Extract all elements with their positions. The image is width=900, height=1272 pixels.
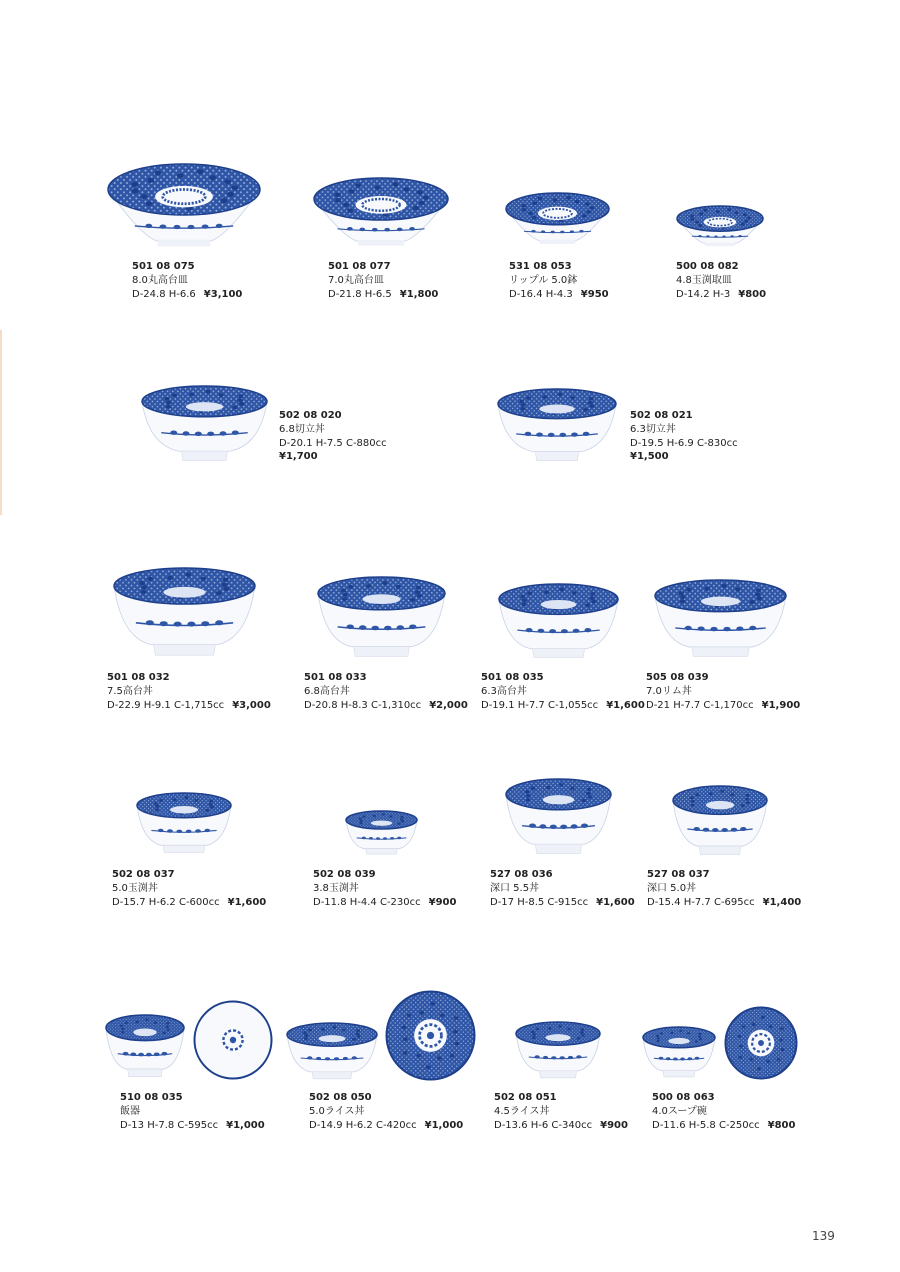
product-code: 502 08 039 xyxy=(313,869,376,880)
product-price: ¥3,000 xyxy=(232,699,271,711)
product-dimensions: D-16.4 H-4.3 xyxy=(509,288,573,300)
product-code: 501 08 077 xyxy=(328,261,391,272)
product-code: 505 08 039 xyxy=(646,672,709,683)
product-price: ¥900 xyxy=(428,896,457,908)
product-dimensions: D-21.8 H-6.5 xyxy=(328,288,392,300)
product-code: 502 08 051 xyxy=(494,1092,557,1103)
product-dimensions: D-19.1 H-7.7 C-1,055cc xyxy=(481,699,599,711)
product-dimensions: D-24.8 H-6.6 xyxy=(132,288,196,300)
product-name: 5.0玉渕丼 xyxy=(112,882,158,894)
product-name: リップル 5.0鉢 xyxy=(509,274,578,286)
page-edge-mark xyxy=(0,330,2,515)
product-photo xyxy=(497,388,617,466)
product-dimensions: D-14.2 H-3 xyxy=(676,288,731,300)
product-name: 8.0丸高台皿 xyxy=(132,274,188,286)
product-name: 7.0丸高台皿 xyxy=(328,274,384,286)
product-dimensions: D-15.4 H-7.7 C-695cc xyxy=(647,896,755,908)
product-price: ¥1,600 xyxy=(227,896,267,908)
product-caption xyxy=(646,671,800,712)
product-caption xyxy=(630,409,738,464)
product-name: 6.8高台丼 xyxy=(304,685,350,697)
product-price: ¥800 xyxy=(738,288,767,300)
product-photo xyxy=(105,1000,273,1082)
product-dimensions: D-17 H-8.5 C-915cc xyxy=(490,896,589,908)
product-code: 501 08 035 xyxy=(481,672,544,683)
product-price: ¥1,000 xyxy=(226,1119,265,1131)
product-dimensions: D-21 H-7.7 C-1,170cc xyxy=(646,699,754,711)
product-dimensions: D-15.7 H-6.2 C-600cc xyxy=(112,896,220,908)
product-photo xyxy=(141,385,268,466)
product-name: 4.5ライス丼 xyxy=(494,1105,550,1117)
product-price: ¥1,600 xyxy=(596,896,635,908)
product-photo xyxy=(505,778,612,859)
product-photo xyxy=(654,579,787,662)
product-code: 501 08 032 xyxy=(107,672,170,683)
product-caption xyxy=(490,868,635,909)
product-code: 500 08 063 xyxy=(652,1092,715,1103)
product-code: 502 08 020 xyxy=(279,410,342,421)
product-caption xyxy=(309,1091,463,1132)
product-price: ¥1,600 xyxy=(606,699,645,711)
product-price: ¥800 xyxy=(767,1119,796,1131)
product-price: ¥1,900 xyxy=(761,699,801,711)
product-caption xyxy=(279,409,387,464)
product-photo xyxy=(313,177,449,251)
product-name: 飯器 xyxy=(120,1105,140,1117)
product-price: ¥1,500 xyxy=(630,451,669,463)
product-photo xyxy=(672,785,768,860)
product-dimensions: D-13 H-7.8 C-595cc xyxy=(120,1119,219,1131)
product-code: 501 08 033 xyxy=(304,672,367,683)
product-name: 4.8玉渕取皿 xyxy=(676,274,732,286)
product-caption xyxy=(509,260,609,301)
product-price: ¥1,400 xyxy=(762,896,802,908)
product-caption xyxy=(676,260,766,301)
product-code: 531 08 053 xyxy=(509,261,572,272)
product-caption xyxy=(112,868,266,909)
product-dimensions: D-14.9 H-6.2 C-420cc xyxy=(309,1119,417,1131)
product-caption xyxy=(107,671,271,712)
product-photo xyxy=(317,576,446,662)
product-price: ¥950 xyxy=(580,288,609,300)
product-price: ¥3,100 xyxy=(203,288,243,300)
product-dimensions: D-19.5 H-6.9 C-830cc xyxy=(630,437,738,449)
product-name: 3.8玉渕丼 xyxy=(313,882,359,894)
product-name: 深口 5.5丼 xyxy=(490,882,540,894)
product-caption xyxy=(313,868,456,909)
product-photo xyxy=(107,163,261,252)
product-code: 527 08 036 xyxy=(490,869,553,880)
product-caption xyxy=(494,1091,628,1132)
product-photo xyxy=(642,1006,798,1081)
product-photo xyxy=(136,792,232,858)
product-price: ¥2,000 xyxy=(429,699,468,711)
product-name: 6.3高台丼 xyxy=(481,685,527,697)
product-caption xyxy=(647,868,801,909)
product-price: ¥1,800 xyxy=(399,288,439,300)
product-photo xyxy=(515,1021,601,1083)
product-caption xyxy=(132,260,242,301)
product-photo xyxy=(345,810,418,859)
product-dimensions: D-13.6 H-6 C-340cc xyxy=(494,1119,593,1131)
product-photo xyxy=(505,192,610,249)
product-photo xyxy=(498,583,619,663)
product-name: 深口 5.0丼 xyxy=(647,882,697,894)
product-photo xyxy=(676,205,764,251)
product-caption xyxy=(328,260,438,301)
product-name: 6.8切立丼 xyxy=(279,423,325,435)
product-dimensions: D-22.9 H-9.1 C-1,715cc xyxy=(107,699,225,711)
product-code: 527 08 037 xyxy=(647,869,710,880)
product-dimensions: D-20.1 H-7.5 C-880cc xyxy=(279,437,387,449)
product-caption xyxy=(120,1091,265,1132)
product-dimensions: D-11.8 H-4.4 C-230cc xyxy=(313,896,421,908)
product-code: 500 08 082 xyxy=(676,261,739,272)
product-caption xyxy=(304,671,468,712)
product-name: 7.5高台丼 xyxy=(107,685,153,697)
page-number: 139 xyxy=(812,1229,835,1243)
product-name: 7.0リム丼 xyxy=(646,685,692,697)
product-price: ¥1,000 xyxy=(424,1119,464,1131)
product-code: 501 08 075 xyxy=(132,261,195,272)
product-code: 502 08 050 xyxy=(309,1092,372,1103)
product-name: 4.0スープ碗 xyxy=(652,1105,707,1117)
product-dimensions: D-11.6 H-5.8 C-250cc xyxy=(652,1119,760,1131)
product-caption xyxy=(481,671,645,712)
product-price: ¥1,700 xyxy=(279,451,318,463)
product-code: 502 08 037 xyxy=(112,869,175,880)
product-name: 6.3切立丼 xyxy=(630,423,676,435)
product-code: 510 08 035 xyxy=(120,1092,183,1103)
product-caption xyxy=(652,1091,795,1132)
product-code: 502 08 021 xyxy=(630,410,693,421)
product-price: ¥900 xyxy=(600,1119,628,1131)
product-photo xyxy=(113,567,256,661)
product-name: 5.0ライス丼 xyxy=(309,1105,365,1117)
product-dimensions: D-20.8 H-8.3 C-1,310cc xyxy=(304,699,422,711)
product-photo xyxy=(286,990,476,1082)
